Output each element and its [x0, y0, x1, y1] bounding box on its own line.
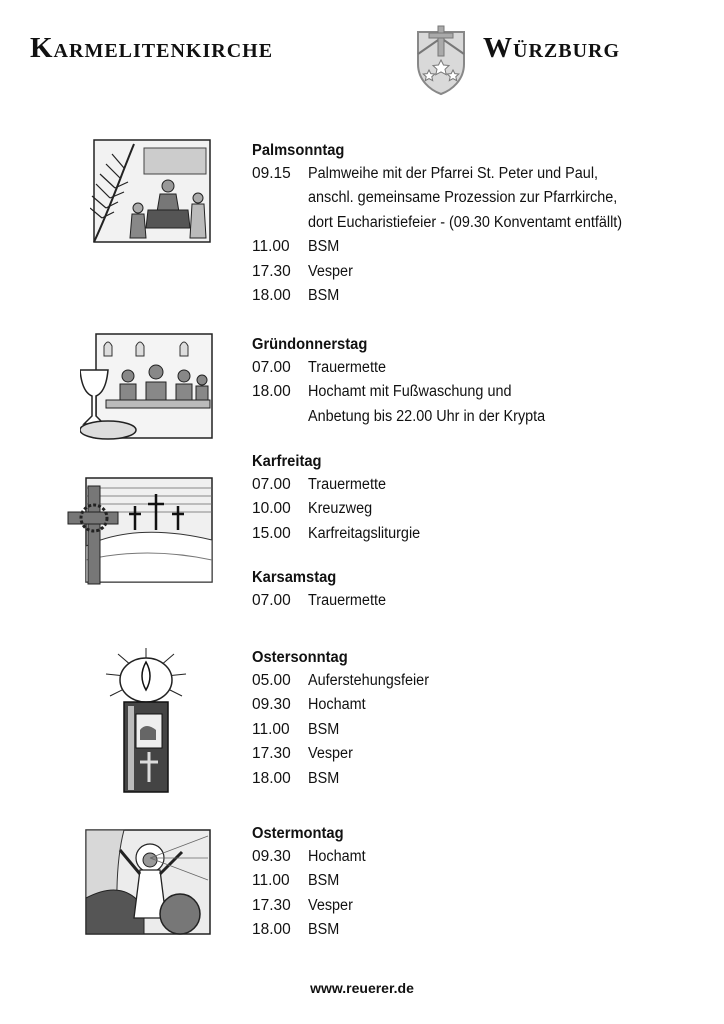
schedule-entry — [252, 742, 692, 766]
section-ostersonntag — [252, 647, 692, 791]
entry-time: 18.00 — [252, 921, 291, 939]
schedule-entry — [252, 767, 692, 791]
entry-text: Karfreitagsliturgie — [308, 524, 421, 542]
entry-time: 18.00 — [252, 769, 291, 787]
entry-text-continued — [252, 405, 692, 429]
schedule-entry — [252, 497, 692, 521]
entry-text-line: dort Eucharistiefeier - (09.30 Konventamt entfällt) — [308, 213, 623, 231]
entry-text: Vesper — [308, 896, 353, 914]
section-karsamstag — [252, 567, 692, 613]
palm-sunday-illustration — [90, 138, 212, 244]
easter-candle-illustration — [104, 648, 188, 796]
schedule-entry — [252, 718, 692, 742]
entry-text-continued — [252, 186, 692, 210]
entry-text: Kreuzweg — [308, 500, 373, 518]
entry-text: Auferstehungsfeier — [308, 672, 430, 689]
footer-url[interactable]: www.reuerer.de — [310, 980, 414, 996]
entry-time: 07.00 — [252, 592, 291, 609]
schedule-entry — [252, 473, 692, 497]
schedule-entry — [252, 894, 692, 918]
entry-time: 10.00 — [252, 500, 291, 518]
entry-text-continued — [252, 211, 692, 235]
entry-text: BSM — [308, 238, 340, 256]
section-title: Ostermontag — [252, 825, 344, 842]
entry-time: 07.00 — [252, 359, 291, 376]
entry-text: Hochamt — [308, 848, 366, 865]
entry-text: Trauermette — [308, 592, 386, 609]
entry-time: 09.30 — [252, 696, 291, 714]
entry-time: 11.00 — [252, 872, 290, 890]
header-title-right: Würzburg — [483, 32, 621, 64]
entry-time: 09.15 — [252, 165, 291, 182]
entry-text: Hochamt — [308, 696, 366, 714]
section-karfreitag — [252, 451, 692, 546]
resurrection-illustration — [84, 828, 212, 936]
entry-text-line: Anbetung bis 22.00 Uhr in der Krypta — [308, 407, 546, 425]
entry-time: 09.30 — [252, 848, 291, 865]
entry-time: 15.00 — [252, 524, 291, 542]
schedule-entry — [252, 918, 692, 942]
entry-text: Vesper — [308, 262, 353, 280]
entry-text: Hochamt mit Fußwaschung und — [308, 383, 512, 401]
schedule-entry — [252, 380, 692, 404]
entry-text: Trauermette — [308, 359, 386, 376]
schedule-entry — [252, 589, 692, 613]
schedule-entry — [252, 522, 692, 546]
section-title: Gründonnerstag — [252, 336, 368, 353]
entry-time: 17.30 — [252, 745, 291, 763]
calvary-illustration — [66, 476, 214, 586]
entry-text: BSM — [308, 720, 340, 738]
schedule-entry — [252, 845, 692, 869]
section-ostermontag — [252, 823, 692, 943]
entry-text: BSM — [308, 769, 340, 787]
entry-text: BSM — [308, 287, 340, 305]
entry-time: 17.30 — [252, 896, 291, 914]
last-supper-illustration — [80, 332, 214, 440]
section-gruendonnerstag — [252, 334, 692, 429]
entry-text: BSM — [308, 921, 340, 939]
carmelite-crest-icon — [412, 24, 470, 96]
section-title: Palmsonntag — [252, 142, 345, 159]
schedule-entry — [252, 260, 692, 284]
section-title: Karfreitag — [252, 453, 322, 470]
section-palmsonntag — [252, 140, 692, 308]
section-title: Ostersonntag — [252, 649, 348, 666]
section-title: Karsamstag — [252, 569, 337, 586]
entry-time: 18.00 — [252, 383, 291, 401]
header-title-left: Karmelitenkirche — [30, 32, 274, 64]
entry-time: 11.00 — [252, 720, 290, 738]
page-header — [0, 18, 724, 98]
schedule-entry — [252, 869, 692, 893]
entry-text: BSM — [308, 872, 340, 890]
schedule-entry — [252, 284, 692, 308]
schedule-entry — [252, 356, 692, 380]
entry-text: Trauermette — [308, 476, 386, 493]
entry-time: 07.00 — [252, 476, 291, 493]
entry-text-line: anschl. gemeinsame Prozession zur Pfarrkirche, — [308, 189, 618, 207]
entry-text: Palmweihe mit der Pfarrei St. Peter und Paul, — [308, 165, 599, 182]
entry-time: 17.30 — [252, 262, 291, 280]
schedule-entry — [252, 162, 692, 186]
entry-time: 11.00 — [252, 238, 290, 256]
schedule-entry — [252, 693, 692, 717]
entry-time: 05.00 — [252, 672, 291, 689]
schedule-entry — [252, 669, 692, 693]
entry-time: 18.00 — [252, 287, 291, 305]
schedule-entry — [252, 235, 692, 259]
entry-text: Vesper — [308, 745, 353, 763]
